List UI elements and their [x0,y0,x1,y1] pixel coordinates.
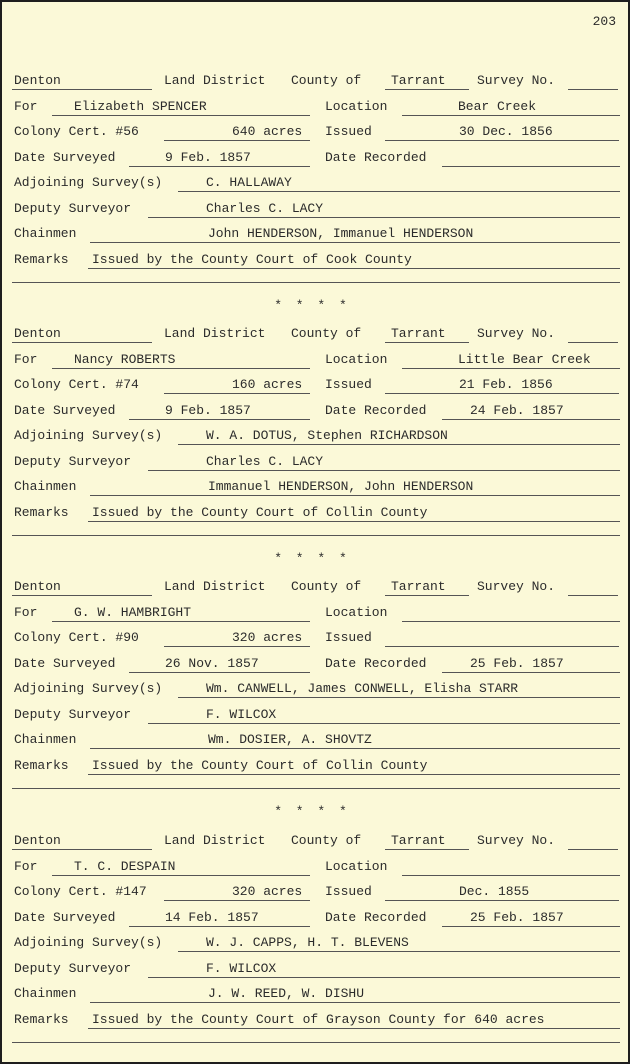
county-field [385,74,469,90]
grantee-field-value: T. C. DESPAIN [74,858,176,874]
grantee-field [52,353,310,369]
record-line [2,606,628,632]
record-line [2,429,628,455]
record-line [2,834,628,860]
county-of-label: County of [291,833,362,848]
survey-no-label: Survey No. [477,579,556,594]
record-line [2,125,628,151]
date-recorded-field-value: 24 Feb. 1857 [470,402,564,418]
location-field [402,100,620,116]
issued-field [385,631,619,647]
date-surveyed-label: Date Surveyed [14,149,116,165]
date-recorded-field-value: 25 Feb. 1857 [470,909,564,925]
date-surveyed-field [129,151,310,167]
remarks-field-value: Issued by the County Court of Cook County [92,251,412,267]
remarks-label: Remarks [14,1011,69,1027]
for-label: For [14,604,38,620]
adjoining-label: Adjoining Survey(s) [14,681,163,696]
record-line [2,657,628,683]
county-field [385,327,469,343]
adjoining-field-value: W. J. CAPPS, H. T. BLEVENS [206,935,409,950]
date-surveyed-field-value: 9 Feb. 1857 [165,402,251,418]
date-surveyed-label: Date Surveyed [14,655,116,671]
district-field [12,74,152,90]
acres-field-value: 320 acres [232,884,303,899]
blank-rule [12,788,620,789]
county-field-value: Tarrant [391,833,446,848]
survey-no-field [568,327,618,343]
date-surveyed-field [129,911,310,927]
colony-cert-label: Colony Cert. #147 [14,884,147,899]
grantee-field [52,860,310,876]
blank-rule [12,535,620,536]
record-line [2,631,628,657]
remarks-field-value: Issued by the County Court of Collin County [92,504,428,520]
grantee-field [52,606,310,622]
chainmen-label: Chainmen [14,986,77,1001]
acres-field [164,631,310,647]
land-district-label: Land District [164,326,266,341]
deputy-surveyor-field-value: Charles C. LACY [206,453,324,469]
county-field [385,580,469,596]
deputy-surveyor-field [148,202,620,218]
deputy-surveyor-label: Deputy Surveyor [14,200,132,216]
date-surveyed-field-value: 26 Nov. 1857 [165,655,259,671]
record-line [2,253,628,279]
adjoining-field [178,936,620,952]
page-number: 203 [592,14,616,29]
chainmen-field [90,987,620,1003]
remarks-label: Remarks [14,504,69,520]
issued-field-value: Dec. 1855 [459,884,530,899]
deputy-surveyor-label: Deputy Surveyor [14,453,132,469]
for-label: For [14,98,38,114]
district-field-value: Denton [14,579,61,594]
chainmen-field-value: J. W. REED, W. DISHU [208,986,365,1001]
survey-no-field [568,834,618,850]
record-line [2,1013,628,1039]
issued-field [385,378,619,394]
adjoining-field [178,176,620,192]
grantee-field-value: G. W. HAMBRIGHT [74,604,192,620]
record-line [2,911,628,937]
district-field-value: Denton [14,326,61,341]
record-line [2,151,628,177]
date-surveyed-field-value: 14 Feb. 1857 [165,909,259,925]
issued-label: Issued [325,377,372,392]
deputy-surveyor-field-value: Charles C. LACY [206,200,324,216]
deputy-surveyor-label: Deputy Surveyor [14,706,132,722]
adjoining-label: Adjoining Survey(s) [14,428,163,443]
record-line [2,506,628,532]
location-field [402,353,620,369]
chainmen-field [90,733,620,749]
acres-field-value: 640 acres [232,124,303,139]
date-surveyed-label: Date Surveyed [14,402,116,418]
record-line [2,327,628,353]
date-recorded-label: Date Recorded [325,402,427,418]
location-field [402,606,620,622]
date-recorded-field-value: 25 Feb. 1857 [470,655,564,671]
record-line [2,885,628,911]
record-line [2,176,628,202]
record-line [2,708,628,734]
record-line [2,733,628,759]
county-field-value: Tarrant [391,326,446,341]
acres-field [164,378,310,394]
date-surveyed-field-value: 9 Feb. 1857 [165,149,251,165]
date-recorded-label: Date Recorded [325,149,427,165]
record-line [2,936,628,962]
date-surveyed-label: Date Surveyed [14,909,116,925]
county-field-value: Tarrant [391,579,446,594]
remarks-label: Remarks [14,251,69,267]
county-field [385,834,469,850]
record-line [2,74,628,100]
land-district-label: Land District [164,833,266,848]
remarks-field-value: Issued by the County Court of Collin County [92,757,428,773]
date-recorded-field [442,657,620,673]
district-field [12,580,152,596]
adjoining-field-value: C. HALLAWAY [206,175,292,190]
acres-field [164,125,310,141]
date-surveyed-field [129,657,310,673]
remarks-field [88,253,620,269]
chainmen-field-value: Wm. DOSIER, A. SHOVTZ [208,732,372,747]
land-district-label: Land District [164,579,266,594]
record-line [2,202,628,228]
deputy-surveyor-field [148,962,620,978]
survey-no-label: Survey No. [477,326,556,341]
colony-cert-label: Colony Cert. #90 [14,630,139,645]
grantee-field-value: Nancy ROBERTS [74,351,176,367]
record-line [2,759,628,785]
adjoining-field [178,682,620,698]
record-line [2,378,628,404]
deputy-surveyor-label: Deputy Surveyor [14,960,132,976]
county-of-label: County of [291,73,362,88]
date-recorded-field [442,151,620,167]
issued-field [385,125,619,141]
record-line [2,987,628,1013]
acres-field [164,885,310,901]
survey-no-label: Survey No. [477,73,556,88]
colony-cert-label: Colony Cert. #56 [14,124,139,139]
record-line [2,100,628,126]
chainmen-label: Chainmen [14,732,77,747]
record-line [2,480,628,506]
issued-field-value: 30 Dec. 1856 [459,124,553,139]
record-line [2,404,628,430]
deputy-surveyor-field [148,455,620,471]
adjoining-field-value: Wm. CANWELL, James CONWELL, Elisha STARR [206,681,519,696]
date-recorded-field [442,404,620,420]
chainmen-field-value: Immanuel HENDERSON, John HENDERSON [208,479,474,494]
survey-no-label: Survey No. [477,833,556,848]
location-label: Location [325,604,388,620]
survey-no-field [568,74,618,90]
location-label: Location [325,858,388,874]
district-field-value: Denton [14,833,61,848]
location-label: Location [325,98,388,114]
district-field-value: Denton [14,73,61,88]
chainmen-field [90,480,620,496]
chainmen-field [90,227,620,243]
adjoining-label: Adjoining Survey(s) [14,175,163,190]
record-line [2,682,628,708]
blank-rule [12,282,620,283]
record-separator: * * * * [274,804,350,819]
record-line [2,227,628,253]
for-label: For [14,858,38,874]
date-recorded-label: Date Recorded [325,655,427,671]
record-line [2,580,628,606]
blank-rule [12,1042,620,1043]
district-field [12,327,152,343]
remarks-field-value: Issued by the County Court of Grayson County for 640 acres [92,1011,545,1027]
location-field [402,860,620,876]
date-recorded-label: Date Recorded [325,909,427,925]
colony-cert-label: Colony Cert. #74 [14,377,139,392]
for-label: For [14,351,38,367]
grantee-field-value: Elizabeth SPENCER [74,98,207,114]
remarks-field [88,1013,620,1029]
record-line [2,860,628,886]
date-surveyed-field [129,404,310,420]
adjoining-field [178,429,620,445]
date-recorded-field [442,911,620,927]
remarks-field [88,759,620,775]
remarks-label: Remarks [14,757,69,773]
deputy-surveyor-field-value: F. WILCOX [206,706,277,722]
record-separator: * * * * [274,298,350,313]
location-label: Location [325,351,388,367]
issued-field-value: 21 Feb. 1856 [459,377,553,392]
county-field-value: Tarrant [391,73,446,88]
location-field-value: Little Bear Creek [458,351,591,367]
location-field-value: Bear Creek [458,98,537,114]
chainmen-label: Chainmen [14,479,77,494]
record-line [2,353,628,379]
deputy-surveyor-field [148,708,620,724]
record-separator: * * * * [274,551,350,566]
district-field [12,834,152,850]
chainmen-label: Chainmen [14,226,77,241]
land-district-label: Land District [164,73,266,88]
county-of-label: County of [291,326,362,341]
grantee-field [52,100,310,116]
county-of-label: County of [291,579,362,594]
survey-no-field [568,580,618,596]
issued-label: Issued [325,630,372,645]
adjoining-label: Adjoining Survey(s) [14,935,163,950]
record-line [2,455,628,481]
chainmen-field-value: John HENDERSON, Immanuel HENDERSON [208,226,474,241]
issued-label: Issued [325,124,372,139]
issued-label: Issued [325,884,372,899]
acres-field-value: 160 acres [232,377,303,392]
issued-field [385,885,619,901]
deputy-surveyor-field-value: F. WILCOX [206,960,277,976]
remarks-field [88,506,620,522]
adjoining-field-value: W. A. DOTUS, Stephen RICHARDSON [206,428,448,443]
acres-field-value: 320 acres [232,630,303,645]
record-line [2,962,628,988]
